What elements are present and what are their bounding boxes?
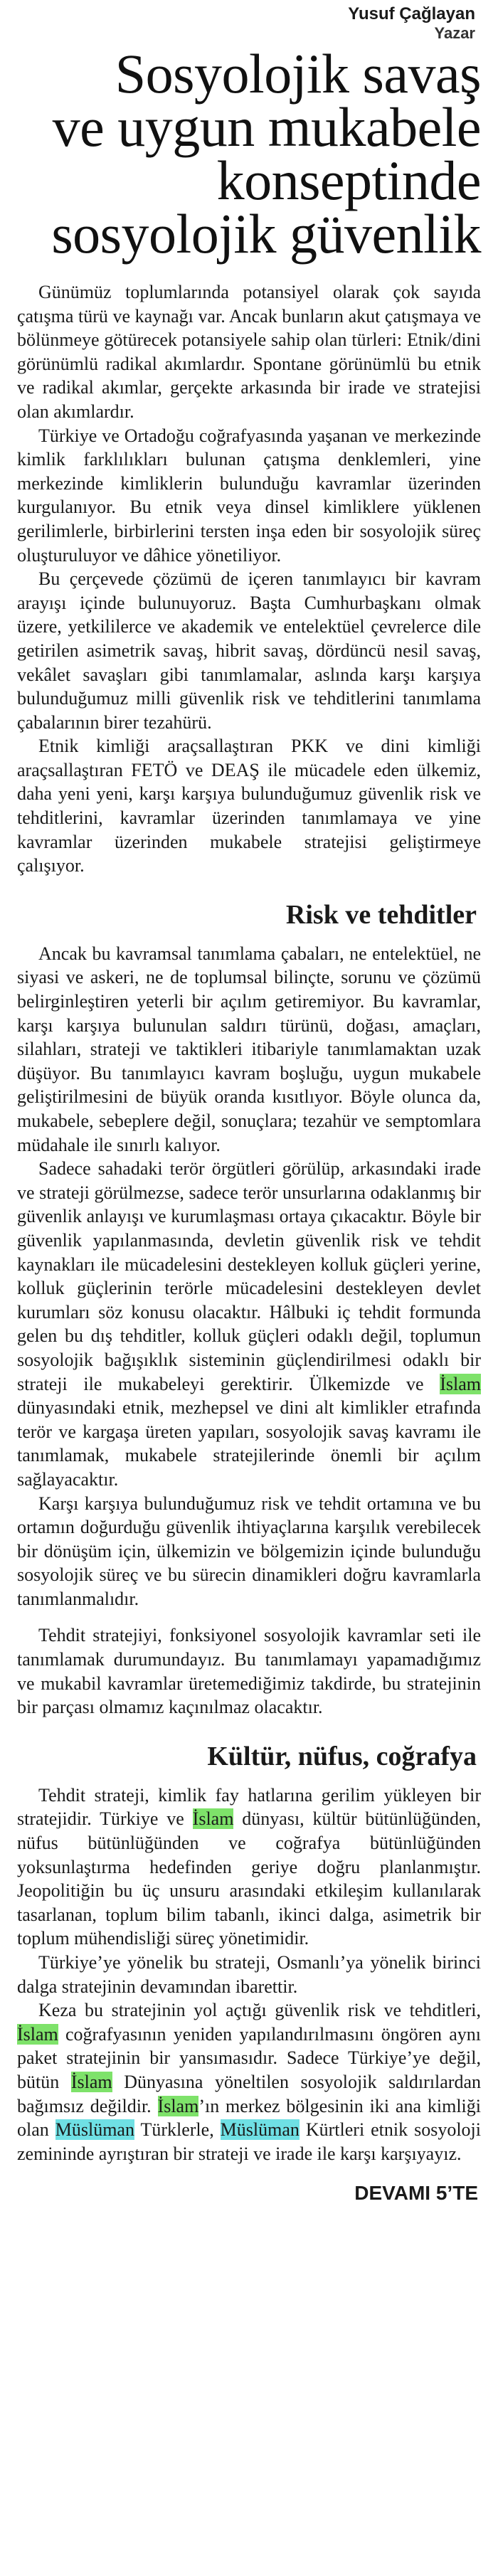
article-headline [17,43,481,265]
byline [17,4,481,43]
risk-section [17,942,481,1719]
paragraph-text: Keza bu stratejinin yol açtığı güvenlik risk ve tehditleri, [38,2000,481,2021]
headline-line: ve uygun mukabele [52,96,481,158]
paragraph: Tehdit stratejiyi, fonksiyonel sosyolojik kavramlar seti ile tanımlamak durumundayız. Bu tanımlamayı yapamadığımız ve mukabil kavramlar üretemediğimiz takdirde, bu stratejinin bir parçası olmamız kaçınılmaz olacaktır. [17,1625,481,1718]
paragraph: Etnik kimliği araçsallaştıran PKK ve dini kimliği araçsallaştıran FETÖ ve DEAŞ ile mücadele eden ülkemiz, daha yeni yeni, karşı karşıya bulunduğumuz güvenlik risk ve tehditlerini, kavramlar üzerinden tanımlamaya ve yine kavramlar üzerinden mukabele stratejisi geliştirmeye çalışıyor. [17,736,481,876]
section-heading-risk: Risk ve tehditler [285,899,477,930]
highlight-islam: İslam [440,1373,481,1394]
paragraph [17,1157,481,1491]
highlight-islam: İslam [70,2071,112,2092]
paragraph-text: Türklerle, [134,2119,221,2141]
author-role: Yazar [434,24,475,42]
paragraph [17,1998,481,2166]
paragraph: Günümüz toplumlarında potansiyel olarak çok sayıda çatışma türü ve kaynağı var. Ancak bunların akut çatışmaya ve bölünmeye götürecek potansiyele sahip olan türleri: Etnik/dini görünümlü radikal akımlardır. Spontane görünümlü bu etnik ve radikal akımlar, gerçekte arkasında bir irade ve stratejisi olan akımlardır. [17,282,481,422]
paragraph-text: dünyası, kültür bütünlüğünden, nüfus bütünlüğünden ve coğrafya bütünlüğünden yoksunlaştırma hedefinden geriye doğru planlanmıştır. Jeopolitiğin bu üç unsuru arasındaki etkileşim kullanılarak tasarlanan, toplum bilim tabanlı, ikinci dalga, asimetrik bir toplum mühendisliği süreç yönetimidir. [17,1808,481,1949]
headline-line: Sosyolojik savaş [115,43,481,105]
author-name: Yusuf Çağlayan [348,4,475,23]
paragraph-text: Tehdit strateji, kimlik fay hatlarına gerilim yükleyen bir stratejidir. Türkiye ve [17,1784,481,1830]
paragraph-text: Sadece sahadaki terör örgütleri görülüp, arkasındaki irade ve strateji görülmezse, sadece terör unsurlarına odaklanmış bir güvenlik anlayışı ve kurumlaşması ortaya çıkacaktır. Böyle bir güvenlik yapılanmasında, devletin güvenlik risk ve tehdit kaynakları ile mücadelesini destekleyen kolluk güçleri yerine, kolluk güçlerinin terörle mücadelesini destekleyen devlet kurumları söz konusu olacaktır. Hâlbuki iç tehdit formunda gelen bu dış tehditler, kolluk güçleri odaklı değil, toplumun sosyolojik bağışıklık sisteminin güçlendirilmesi odaklı bir strateji ile mukabeleyi gerektirir. Ülkemizde ve [17,1158,481,1394]
highlight-muslim: Müslüman [55,2119,134,2141]
paragraph: Türkiye’ye yönelik bu strateji, Osmanlı’ya yönelik birinci dalga stratejinin devamından ibarettir. [17,1952,481,1997]
paragraph-text: Dünyasına yöneltilen sosyolojik saldırılardan bağımsız değildir. [17,2071,481,2116]
paragraph-text: Kürtleri etnik sosyoloji zemininde ayrıştıran bir strateji ve irade ile karşı karşıyayız. [17,2119,482,2164]
paragraph: Türkiye ve Ortadoğu coğrafyasında yaşanan ve merkezinde kimlik farklılıkları bulunan çatışma denklemleri, yine merkezinde kimliklerin bulunduğu kavramlar üzerinden kurgulanıyor. Bu etnik veya dinsel kimliklere yüklenen gerilimlerle, birbirlerini tersten inşa eden bir sosyolojik süreç oluşturuluyor ve dâhice yönetiliyor. [17,425,481,566]
paragraph-text: ’ın merkez bölgesinin iki ana kimliği olan [17,2095,482,2141]
headline-line: sosyolojik güvenlik [51,203,481,265]
paragraph [17,1783,481,1951]
paragraph-text: coğrafyasının yeniden yapılandırılmasını öngören aynı paket stratejinin bir yansımasıdır. Sadece Türkiye’ye değil, bütün [17,2023,481,2092]
headline-line: konseptinde [216,149,481,211]
highlight-islam: İslam [157,2095,199,2116]
section-heading-culture: Kültür, nüfus, coğrafya [207,1741,477,1771]
highlight-islam: İslam [17,2023,58,2045]
highlight-muslim: Müslüman [220,2119,300,2141]
highlight-islam: İslam [192,1808,234,1830]
paragraph: Bu çerçevede çözümü de içeren tanımlayıcı bir kavram arayışı içinde bulunuyoruz. Başta Cumhurbaşkanı olmak üzere, yetkililerce ve akademik ve entelektüel çevrelerce dile getirilen asimetrik savaş, hibrit savaş, dördüncü nesil savaş, vekâlet savaşları gibi tanımlamalar, aslında karşı karşıya bulunduğumuz milli güvenlik risk ve tehditlerini tanımlama çabalarının birer tezahürü. [17,568,481,733]
paragraph: Ancak bu kavramsal tanımlama çabaları, ne entelektüel, ne siyasi ve askeri, ne de toplumsal bilinçte, sorunu ve çözümü belirginleştiren yeterli bir açılım getiremiyor. Bu kavramlar, karşı karşıya bulunulan saldırı türünü, doğası, amaçları, silahları, strateji ve taktikleri itibariyle tanımlamaktan uzak düşüyor. Bu tanımlayıcı kavram boşluğu, uygun mukabele geliştirilmesini de büyük oranda kısıtlıyor. Böyle olunca da, mukabele, sebeplere değil, sonuçlara; tezahür ve semptomlara müdahale ile sınırlı kalıyor. [17,943,481,1155]
continued-on-page: DEVAMI 5’TE [354,2182,478,2205]
intro-section [17,280,481,878]
paragraph: Karşı karşıya bulunduğumuz risk ve tehdit ortamına ve bu ortamın doğurduğu güvenlik ihtiyaçlarına karşılık verebilecek bir dönüşüm için, ülkemizin ve bölgemizin içinde bulunduğu sosyolojik süreç ve bu sürecin dinamikleri doğru kavramlarla tanımlanmalıdır. [17,1493,481,1609]
paragraph-text: dünyasındaki etnik, mezhepsel ve dini alt kimlikler etrafında terör ve kargaşa üreten yapıları, sosyolojik savaş kavramı ile tanımlamak, mukabele stratejilerinde önemli bir açılım sağlayacaktır. [17,1397,481,1490]
culture-section [17,1783,481,2166]
